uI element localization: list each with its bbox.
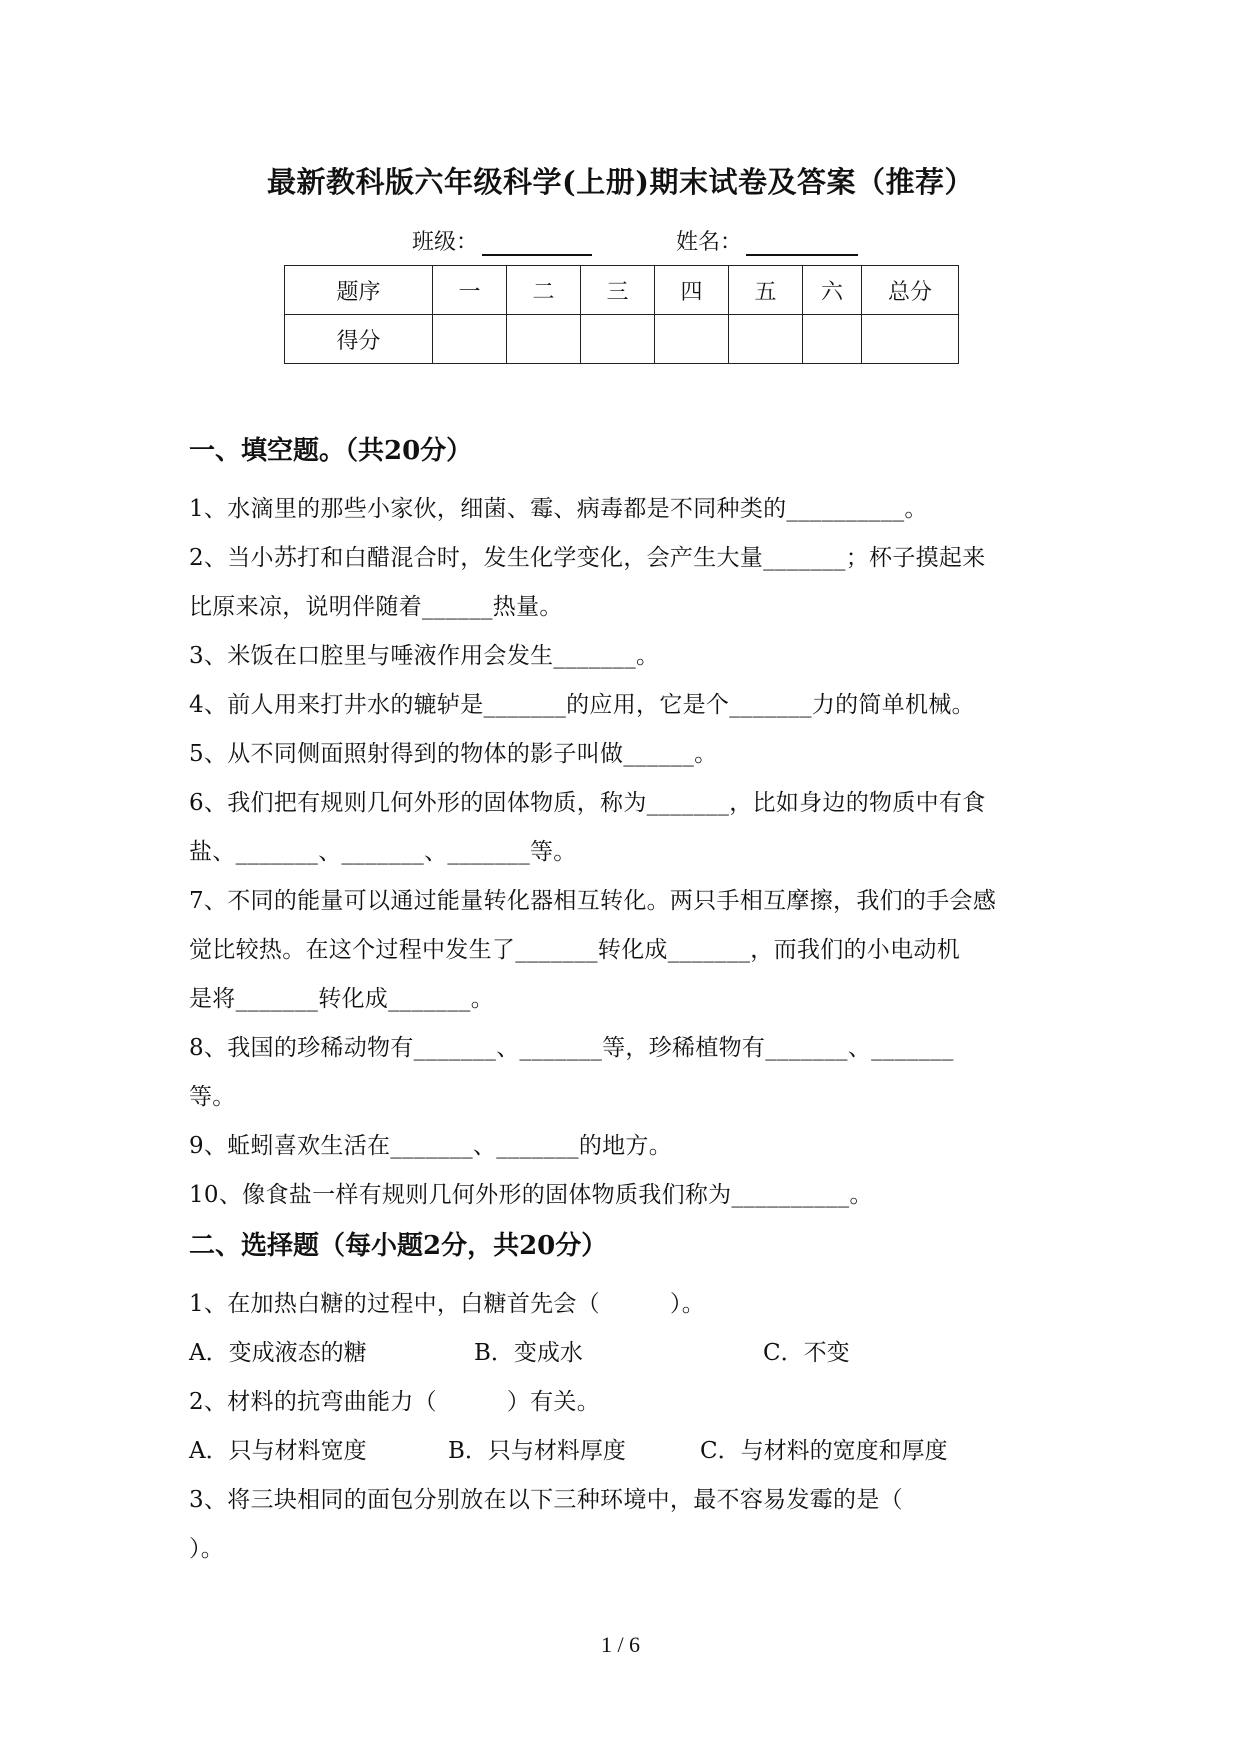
option-b[interactable]: B．只与材料厚度 (448, 1438, 626, 1464)
score-table (284, 265, 959, 364)
question-line: 10、像食盐一样有规则几何外形的固体物质我们称为__________。 (189, 1182, 873, 1208)
exam-title: 最新教科版六年级科学(上册)期末试卷及答案（推荐） (267, 165, 974, 199)
question-line: 8、我国的珍稀动物有_______、_______等，珍稀植物有_______、_______ (189, 1035, 954, 1061)
option-b[interactable]: B．变成水 (474, 1340, 583, 1366)
question-line: 7、不同的能量可以通过能量转化器相互转化。两只手相互摩擦，我们的手会感 (189, 888, 997, 914)
name-blank[interactable] (746, 232, 858, 256)
section1-heading: 一、填空题。（共20分） (189, 436, 473, 466)
name-label: 姓名： (676, 230, 743, 255)
question-line: 1、水滴里的那些小家伙，细菌、霉、病毒都是不同种类的__________。 (189, 496, 928, 522)
section2-heading: 二、选择题（每小题2分，共20分） (189, 1231, 608, 1261)
question-3-continued: ）。 (189, 1536, 225, 1562)
score-cell[interactable] (655, 315, 729, 364)
score-table-score-row (285, 315, 959, 364)
question-2: 2、材料的抗弯曲能力（ ）有关。 (189, 1389, 601, 1415)
name-field (676, 225, 858, 256)
option-a[interactable]: A．变成液态的糖 (189, 1340, 367, 1366)
question-line: 6、我们把有规则几何外形的固体物质，称为_______，比如身边的物质中有食 (189, 790, 986, 816)
question-line: 等。 (189, 1084, 236, 1110)
header-cell: 一 (433, 266, 507, 315)
class-blank[interactable] (482, 232, 592, 256)
score-cell[interactable] (729, 315, 803, 364)
score-cell[interactable] (433, 315, 507, 364)
header-cell: 二 (507, 266, 581, 315)
header-cell: 四 (655, 266, 729, 315)
question-line: 比原来凉，说明伴随着______热量。 (189, 594, 563, 620)
question-line: 5、从不同侧面照射得到的物体的影子叫做______。 (189, 741, 718, 767)
score-table-header-row (285, 266, 959, 315)
question-line: 4、前人用来打井水的辘轳是_______的应用，它是个_______力的简单机械。 (189, 692, 975, 718)
question-line: 盐、_______、_______、_______等。 (189, 839, 577, 865)
question-line: 2、当小苏打和白醋混合时，发生化学变化，会产生大量_______；杯子摸起来 (189, 545, 986, 571)
score-cell[interactable] (507, 315, 581, 364)
question-3: 3、将三块相同的面包分别放在以下三种环境中，最不容易发霉的是（ (189, 1487, 903, 1513)
score-cell[interactable] (581, 315, 655, 364)
header-cell: 总分 (862, 266, 959, 315)
option-a[interactable]: A．只与材料宽度 (189, 1438, 367, 1464)
page-number: 1 / 6 (600, 1632, 641, 1657)
header-cell: 六 (803, 266, 862, 315)
class-label: 班级： (412, 230, 479, 255)
question-line: 3、米饭在口腔里与唾液作用会发生_______。 (189, 643, 660, 669)
question-line: 觉比较热。在这个过程中发生了_______转化成_______，而我们的小电动机 (189, 937, 960, 963)
score-cell[interactable] (862, 315, 959, 364)
row-label-cell: 得分 (285, 315, 433, 364)
option-c[interactable]: C．不变 (763, 1340, 850, 1366)
header-cell: 五 (729, 266, 803, 315)
question-1: 1、在加热白糖的过程中，白糖首先会（ ）。 (189, 1291, 706, 1317)
header-cell: 题序 (285, 266, 433, 315)
question-line: 9、蚯蚓喜欢生活在_______、_______的地方。 (189, 1133, 673, 1159)
question-line: 是将_______转化成_______。 (189, 986, 494, 1012)
class-field (412, 225, 592, 256)
option-c[interactable]: C．与材料的宽度和厚度 (700, 1438, 948, 1464)
header-cell: 三 (581, 266, 655, 315)
score-cell[interactable] (803, 315, 862, 364)
